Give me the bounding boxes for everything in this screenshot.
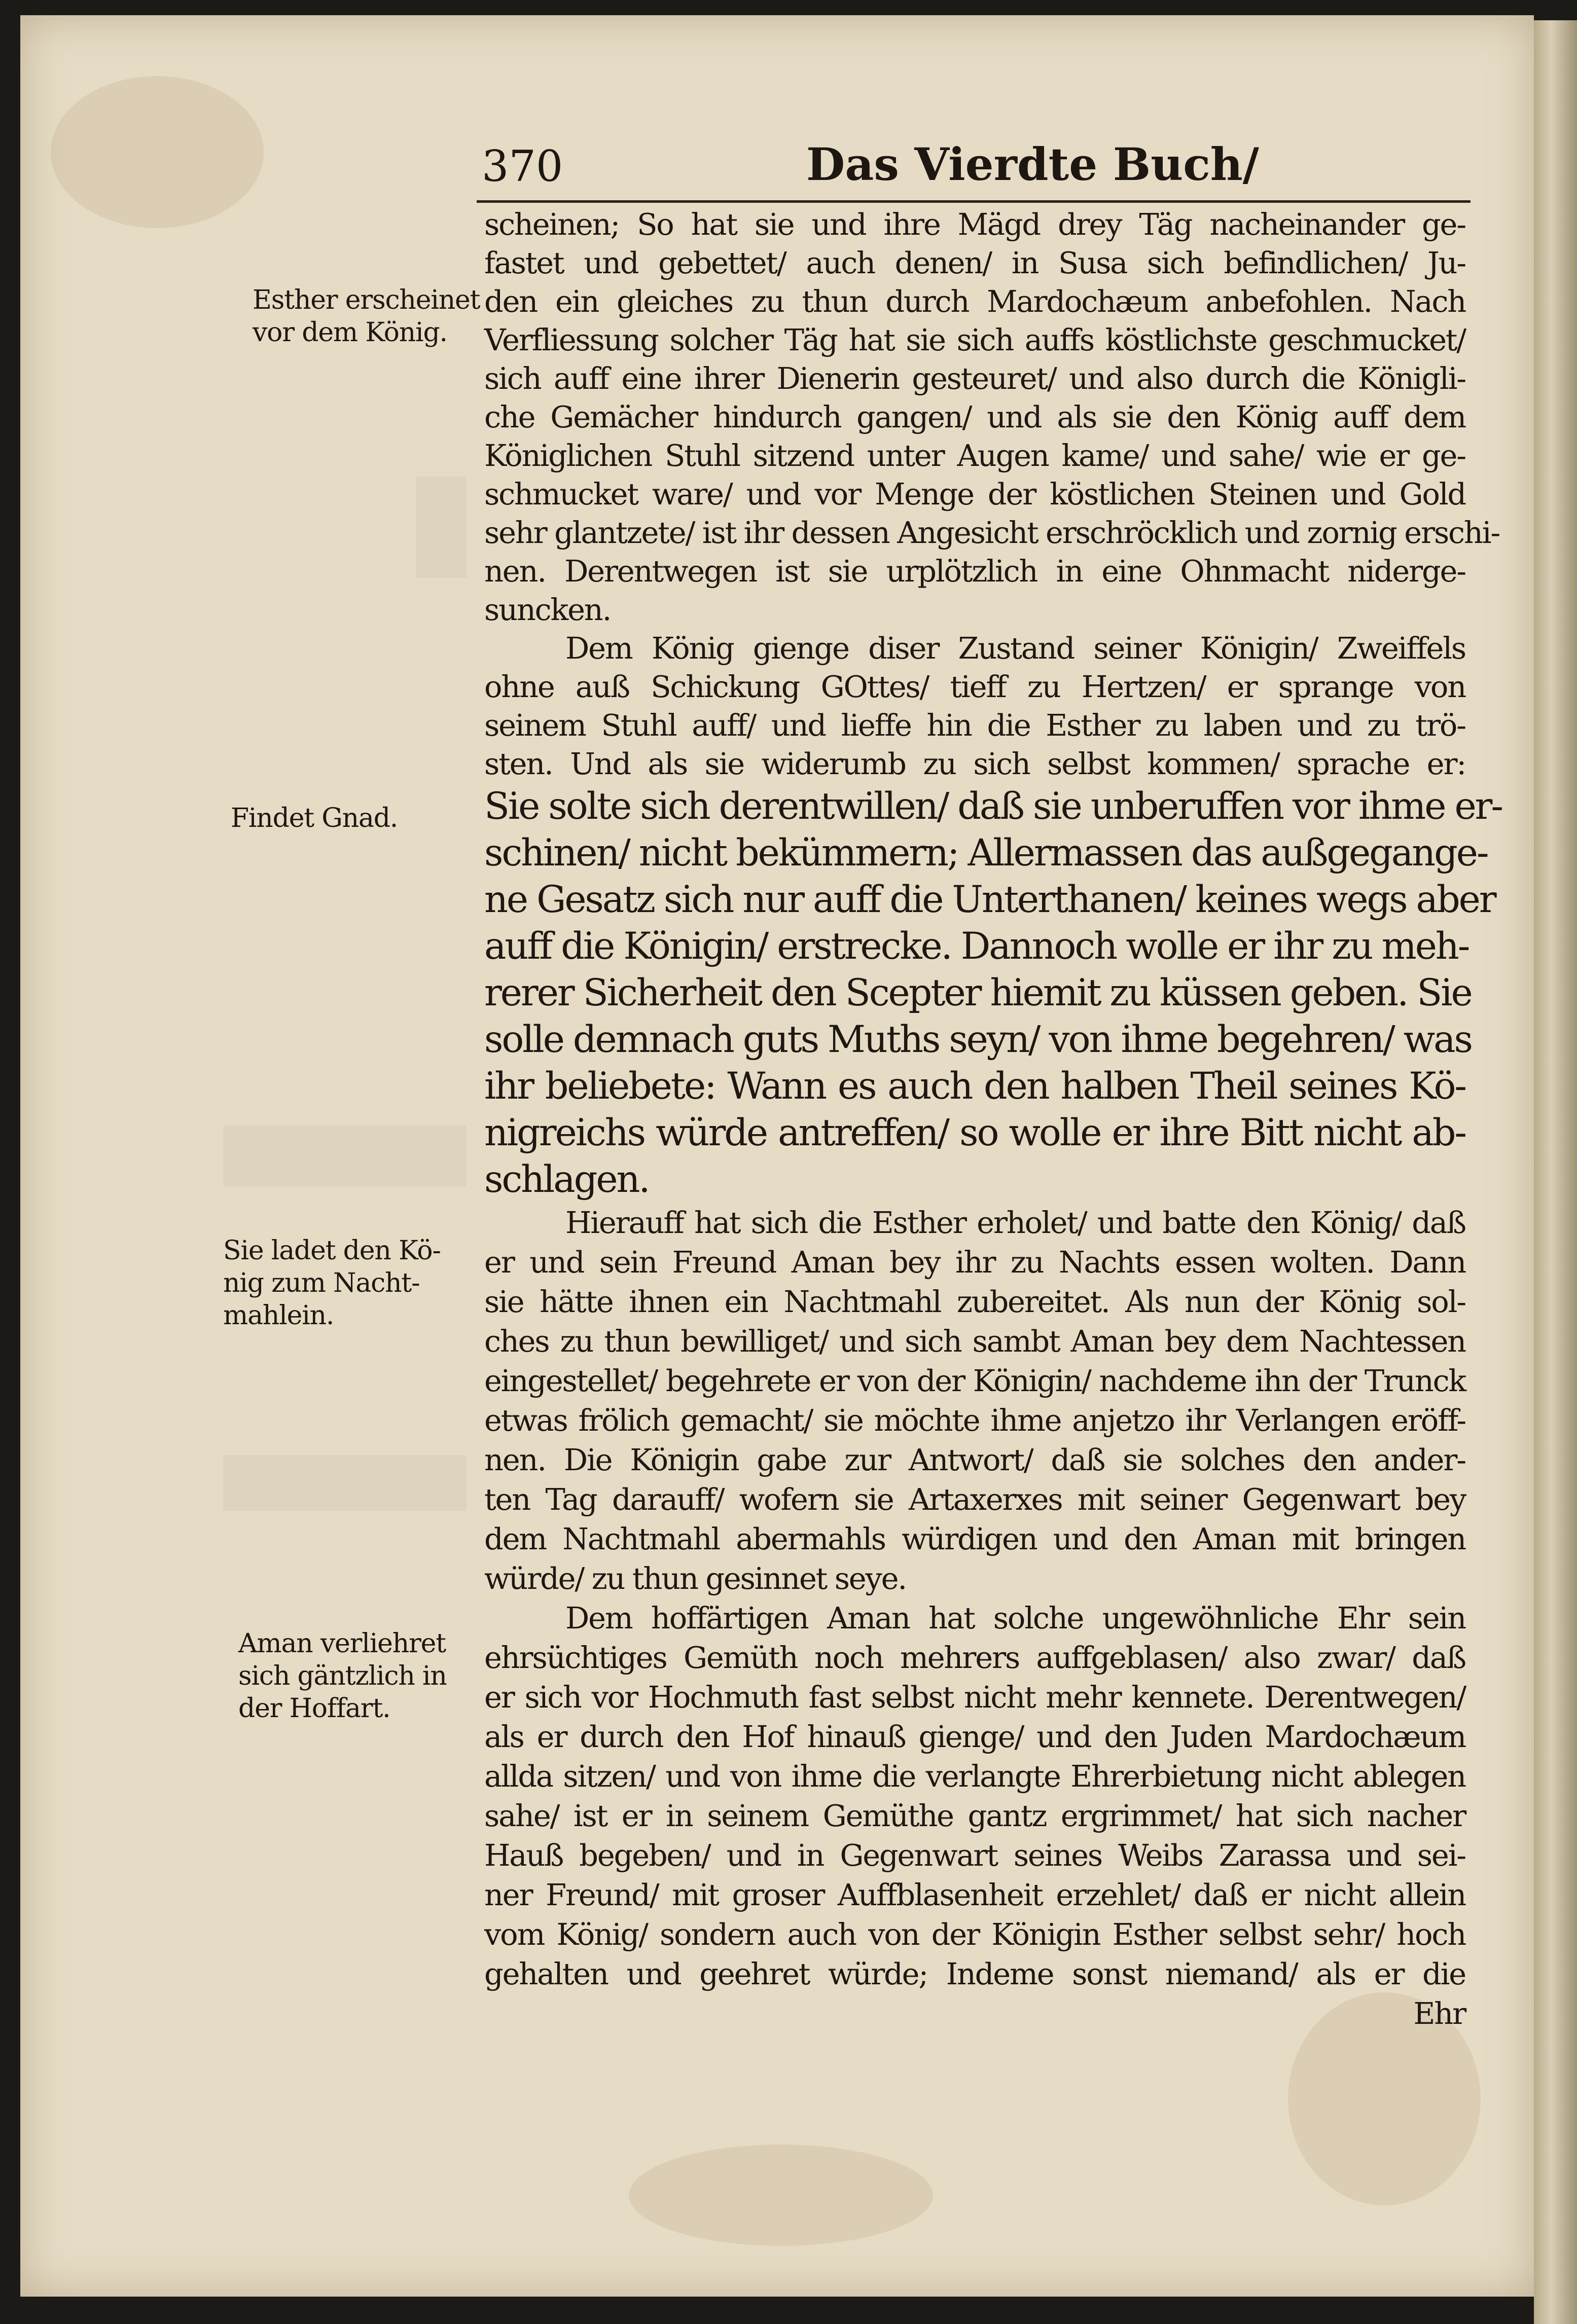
text-line: nen. Die Königin gabe zur Antwort/ daß sie solches den ander-	[484, 1442, 1465, 1477]
paper-stain	[629, 2145, 933, 2246]
page-number: 370	[482, 141, 563, 191]
text-line: schmucket ware/ und vor Menge der köstlichen Steinen und Gold	[484, 477, 1465, 512]
margin-note-line: Esther erscheinet	[253, 285, 480, 315]
text-line: Hauß begeben/ und in Gegenwart seines Weibs Zarassa und sei-	[484, 1838, 1465, 1873]
margin-note-line: Findet Gnad.	[231, 803, 398, 833]
text-line: er und sein Freund Aman bey ihr zu Nachts essen wolten. Dann	[484, 1245, 1465, 1280]
book-title: Das Vierdte Buch/	[806, 138, 1259, 191]
text-line: ten Tag darauff/ wofern sie Artaxerxes mit seiner Gegenwart bey	[484, 1482, 1465, 1517]
margin-note-line: sich gäntzlich in	[238, 1661, 447, 1691]
text-line: nigreichs würde antreffen/ so wolle er ihre Bitt nicht ab-	[484, 1111, 1465, 1154]
text-line: Sie solte sich derentwillen/ daß sie unberuffen vor ihme er-	[484, 785, 1502, 828]
paper-stain	[51, 76, 264, 228]
text-line: ohne auß Schickung GOttes/ tieff zu Hertzen/ er sprange von	[484, 669, 1465, 704]
text-line: würde/ zu thun gesinnet seye.	[484, 1561, 906, 1596]
catchword: Ehr	[1413, 1996, 1465, 2031]
text-line: rerer Sicherheit den Scepter hiemit zu küssen geben. Sie	[484, 971, 1472, 1014]
margin-note-esther	[253, 284, 480, 349]
text-line: auff die Königin/ erstrecke. Dannoch wolle er ihr zu meh-	[484, 925, 1469, 968]
text-line: schinen/ nicht bekümmern; Allermassen das außgegange-	[484, 831, 1488, 875]
text-line: Hierauff hat sich die Esther erholet/ und batte den König/ daß	[565, 1205, 1465, 1240]
text-line: den ein gleiches zu thun durch Mardochæum anbefohlen. Nach	[484, 284, 1465, 319]
margin-note-nachtmahl	[223, 1234, 441, 1332]
text-line: sich auff eine ihrer Dienerin gesteuret/ und also durch die Königli-	[484, 361, 1465, 396]
text-line: che Gemächer hindurch gangen/ und als sie den König auff dem	[484, 400, 1465, 434]
text-line: gehalten und geehret würde; Indeme sonst niemand/ als er die	[484, 1956, 1465, 1991]
text-line: vom König/ sondern auch von der Königin Esther selbst sehr/ hoch	[484, 1917, 1465, 1952]
text-line: Verfliessung solcher Täg hat sie sich auffs köstlichste geschmucket/	[484, 322, 1465, 357]
page-edge	[1534, 20, 1577, 2324]
text-line: er sich vor Hochmuth fast selbst nicht mehr kennete. Derentwegen/	[484, 1680, 1465, 1715]
text-line: dem Nachtmahl abermahls würdigen und den Aman mit bringen	[484, 1521, 1465, 1556]
text-line: ehrsüchtiges Gemüth noch mehrers auffgeblasen/ also zwar/ daß	[484, 1640, 1465, 1675]
text-line: sten. Und als sie widerumb zu sich selbst kommen/ sprache er:	[484, 746, 1465, 781]
text-line: eingestellet/ begehrete er von der Königin/ nachdeme ihn der Trunck	[484, 1363, 1465, 1398]
margin-note-line: Aman verliehret	[238, 1628, 446, 1659]
margin-note-gnad	[231, 802, 398, 834]
text-line: fastet und gebettet/ auch denen/ in Susa sich befindlichen/ Ju-	[484, 245, 1465, 280]
main-text	[484, 205, 1502, 2034]
margin-note-line: nig zum Nacht-	[223, 1268, 420, 1298]
text-line: sie hätte ihnen ein Nachtmahl zubereitet. Als nun der König sol-	[484, 1284, 1465, 1319]
margin-note-line: vor dem König.	[253, 317, 447, 348]
text-line: nen. Derentwegen ist sie urplötzlich in eine Ohnmacht niderge-	[484, 554, 1465, 589]
show-through	[416, 477, 467, 578]
text-line: schlagen.	[484, 1158, 649, 1201]
text-line: allda sitzen/ und von ihme die verlangte Ehrerbietung nicht ablegen	[484, 1759, 1465, 1794]
text-line: ihr beliebete: Wann es auch den halben Theil seines Kö-	[484, 1065, 1465, 1108]
text-line: Königlichen Stuhl sitzend unter Augen kame/ und sahe/ wie er ge-	[484, 438, 1465, 473]
text-line: solle demnach guts Muths seyn/ von ihme begehren/ was	[484, 1018, 1472, 1061]
text-line: ner Freund/ mit groser Auffblasenheit erzehlet/ daß er nicht allein	[484, 1877, 1465, 1912]
margin-note-line: mahlein.	[223, 1300, 334, 1331]
text-line: als er durch den Hof hinauß gienge/ und den Juden Mardochæum	[484, 1719, 1465, 1754]
text-line: Dem König gienge diser Zustand seiner Königin/ Zweiffels	[565, 631, 1465, 666]
text-line: sehr glantzete/ ist ihr dessen Angesicht erschröcklich und zornig erschi-	[484, 515, 1500, 550]
text-line: Dem hoffärtigen Aman hat solche ungewöhnliche Ehr sein	[565, 1601, 1465, 1636]
show-through	[223, 1455, 467, 1511]
margin-note-line: Sie ladet den Kö-	[223, 1236, 441, 1266]
show-through	[223, 1125, 467, 1186]
margin-note-hoffart	[238, 1627, 447, 1725]
running-head	[482, 137, 1471, 193]
header-rule	[477, 200, 1471, 203]
text-line: scheinen; So hat sie und ihre Mägd drey Täg nacheinander ge-	[484, 207, 1465, 242]
text-line: ches zu thun bewilliget/ und sich sambt Aman bey dem Nachtessen	[484, 1324, 1465, 1359]
text-line: etwas frölich gemacht/ sie möchte ihme anjetzo ihr Verlangen eröff-	[484, 1403, 1465, 1438]
text-line: ne Gesatz sich nur auff die Unterthanen/ keines wegs aber	[484, 878, 1495, 921]
text-line: seinem Stuhl auff/ und lieffe hin die Esther zu laben und zu trö-	[484, 708, 1465, 743]
text-line: sahe/ ist er in seinem Gemüthe gantz ergrimmet/ hat sich nacher	[484, 1798, 1465, 1833]
text-line: suncken.	[484, 592, 611, 627]
margin-note-line: der Hoffart.	[238, 1693, 390, 1724]
